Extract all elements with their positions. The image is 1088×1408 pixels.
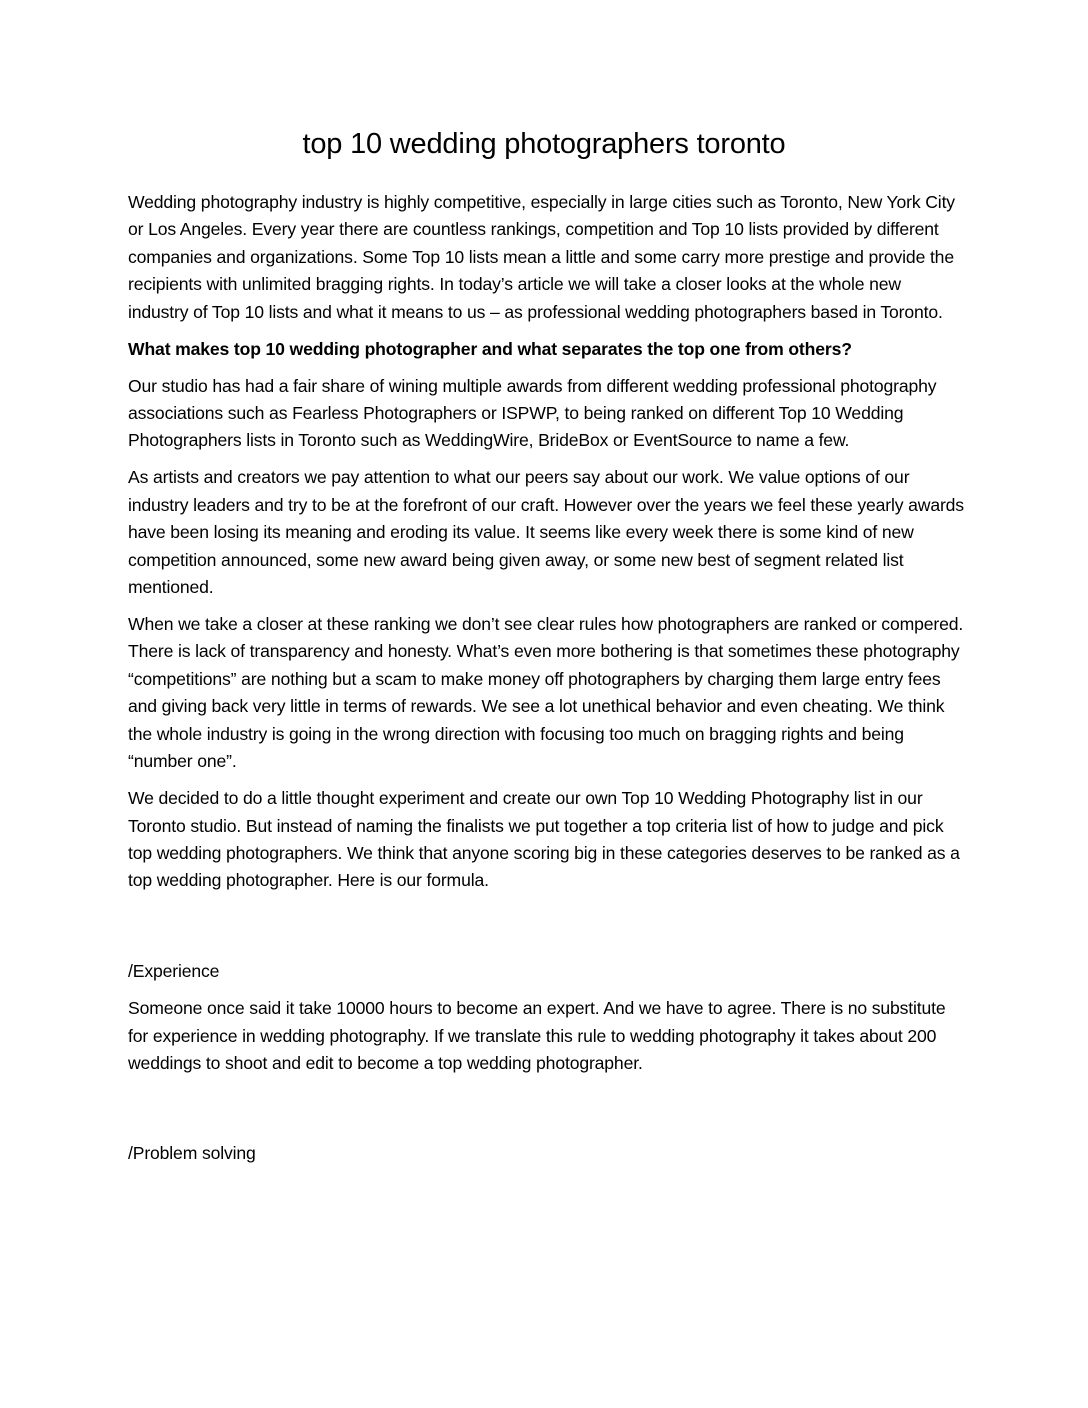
section-heading: What makes top 10 wedding photographer and what separates the top one from others? [128,338,852,359]
intro-paragraph: Wedding photography industry is highly competitive, especially in large cities such as Toronto, New York City or Los Angeles. Every year there are countless rankings, competition and Top 10 lists provided by different companies and organizations. Some Top 10 lists mean a little and some carry more prestige and provide the recipients with unlimited bragging rights. In today’s article we will take a closer looks at the whole new industry of Top 10 lists and what it means to us – as professional wedding photographers based in Toronto. [128,192,955,322]
section-label-problem-solving: /Problem solving [128,1143,256,1164]
body-paragraph-rankings: When we take a closer at these ranking we don’t see clear rules how photographers are ranked or compered. There is lack of transparency and honesty. What’s even more bothering is that sometimes these photography “competitions” are nothing but a scam to make money off photographers by charging them large entry fees and giving back very little in terms of rewards. We see a lot unethical behavior and even cheating. We think the whole industry is going in the wrong direction with focusing too much on bragging rights and being “number one”. [128,614,964,772]
page-title: top 10 wedding photographers toronto [302,128,786,160]
body-paragraph-artists: As artists and creators we pay attention to what our peers say about our work. We value options of our industry leaders and try to be at the forefront of our craft. However over the years we feel these yearly awards have been losing its meaning and eroding its value. It seems like every week there is some kind of new competition announced, some new award being given away, or some new best of segment related list mentioned. [128,467,964,598]
spacer [128,904,964,958]
body-paragraph-awards: Our studio has had a fair share of wining multiple awards from different wedding professional photography associations such as Fearless Photographers or ISPWP, to being ranked on different Top 10 Wedding Photographers lists in Toronto such as WeddingWire, BrideBox or EventSource to name a few. [128,375,937,451]
body-paragraph-experiment: We decided to do a little thought experiment and create our own Top 10 Wedding Photography list in our Toronto studio. But instead of naming the finalists we put together a top criteria list of how to judge and pick top wedding photographers. We think that anyone scoring big in these categories deserves to be ranked as a top wedding photographer. Here is our formula. [128,788,960,891]
body-paragraph-experience: Someone once said it take 10000 hours to become an expert. And we have to agree. There is no substitute for experience in wedding photography. If we translate this rule to wedding photography it takes about 200 weddings to shoot and edit to become a top wedding photographer. [128,998,946,1074]
spacer [128,1087,964,1140]
document-body [128,189,964,1177]
section-label-experience: /Experience [128,961,220,982]
